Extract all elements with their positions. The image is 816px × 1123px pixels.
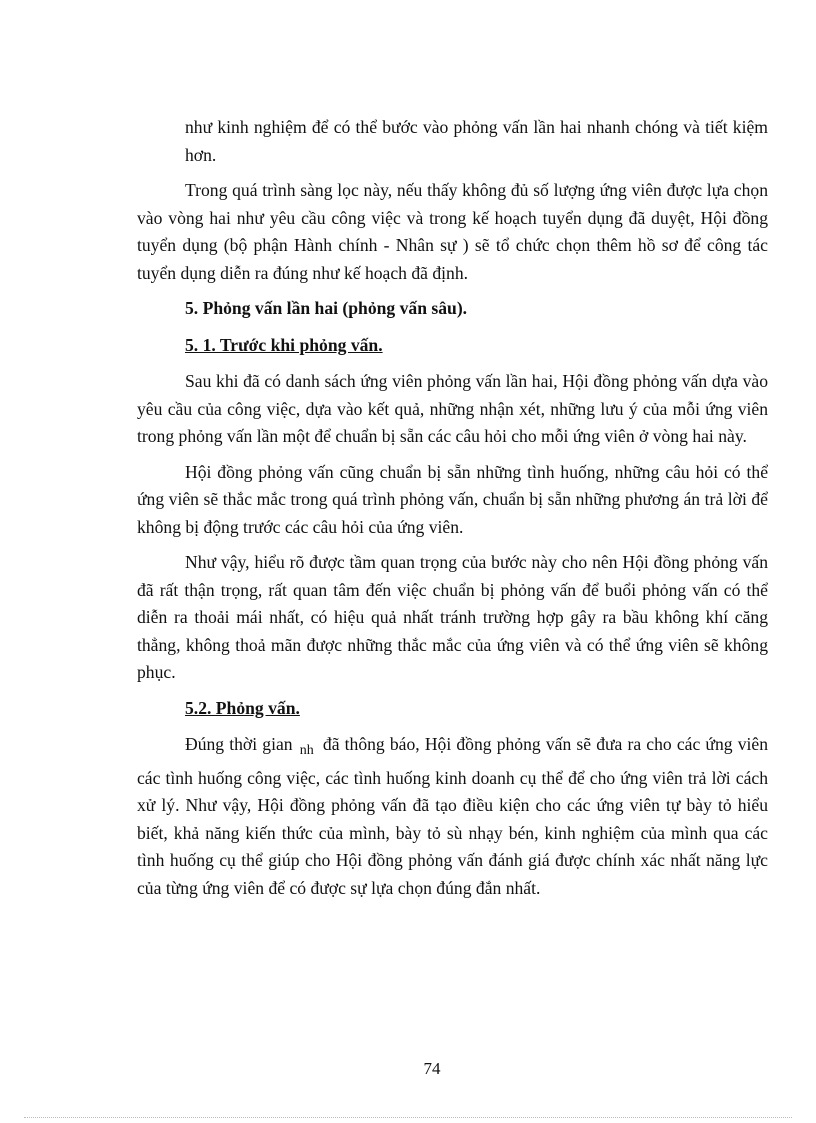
stray-subscript-text: nh — [299, 743, 314, 758]
footer-dotted-rule — [24, 1117, 792, 1118]
subsection-heading-5-2-text: 5.2. Phỏng vấn. — [185, 697, 300, 718]
paragraph-before-interview: Sau khi đã có danh sách ứng viên phỏng vấn lần hai, Hội đồng phỏng vấn dựa vào yêu cầu của công việc, dựa vào kết quả, những nhận xét, những lưu ý của mỗi ứng viên trong phỏng vấn lần một để chuẩn bị sẵn các câu hỏi cho mỗi ứng viên ở vòng hai này. — [137, 371, 768, 446]
page-number: 74 — [423, 1059, 441, 1078]
paragraph-interview — [137, 731, 768, 902]
paragraph-prepare-situations: Hội đồng phỏng vấn cũng chuẩn bị sẵn những tình huống, những câu hỏi có thể ứng viên sẽ thắc mắc trong quá trình phỏng vấn, chuẩn bị sẵn những phương án trả lời để không bị động trước các câu hỏi của ứng viên. — [137, 461, 768, 537]
subsection-heading-5-2 — [137, 695, 768, 723]
page-body — [137, 114, 768, 910]
paragraph-interview-rest: đã thông báo, Hội đồng phỏng vấn sẽ đưa ra cho các ứng viên các tình huống công việc, các tình huống kinh doanh cụ thể để cho ứng viên trả lời cách xử lý. Như vậy, Hội đồng phỏng vấn đã tạo điều kiện cho các ứng viên tự bày tỏ hiểu biết, khả năng kiến thức của mình, bày tỏ sù nhạy bén, kinh nghiệm của mình qua các tình huống cụ thể giúp cho Hội đồng phỏng vấn đánh giá được chính xác nhất năng lực của từng ứng viên để có được sự lựa chọn đúng đắn nhất. — [137, 734, 769, 898]
section-heading-5: 5. Phỏng vấn lần hai (phỏng vấn sâu). — [185, 298, 468, 318]
paragraph-importance: Như vậy, hiểu rõ được tầm quan trọng của bước này cho nên Hội đồng phỏng vấn đã rất thận trọng, rất quan tâm đến việc chuẩn bị phỏng vấn để buổi phỏng vấn có thể diễn ra thoải mái nhất, có hiệu quả nhất tránh trường hợp gây ra bầu không khí căng thẳng, không thoả mãn được những thắc mắc của ứng viên và có thể ứng viên sẽ không phục. — [137, 552, 768, 682]
paragraph-continuation: như kinh nghiệm để có thể bước vào phỏng vấn lần hai nhanh chóng và tiết kiệm hơn. — [185, 117, 768, 165]
subsection-heading-5-1 — [137, 332, 768, 360]
paragraph-interview-start: Đúng thời gian — [185, 734, 293, 754]
subsection-heading-5-1-text: 5. 1. Trước khi phỏng vấn. — [185, 334, 383, 355]
paragraph-screening: Trong quá trình sàng lọc này, nếu thấy không đủ số lượng ứng viên được lựa chọn vào vòng hai như yêu cầu công việc và trong kế hoạch tuyển dụng đã duyệt, Hội đồng tuyển dụng (bộ phận Hành chính - Nhân sự ) sẽ tổ chức chọn thêm hồ sơ để công tác tuyển dụng diễn ra đúng như kế hoạch đã định. — [137, 180, 768, 283]
